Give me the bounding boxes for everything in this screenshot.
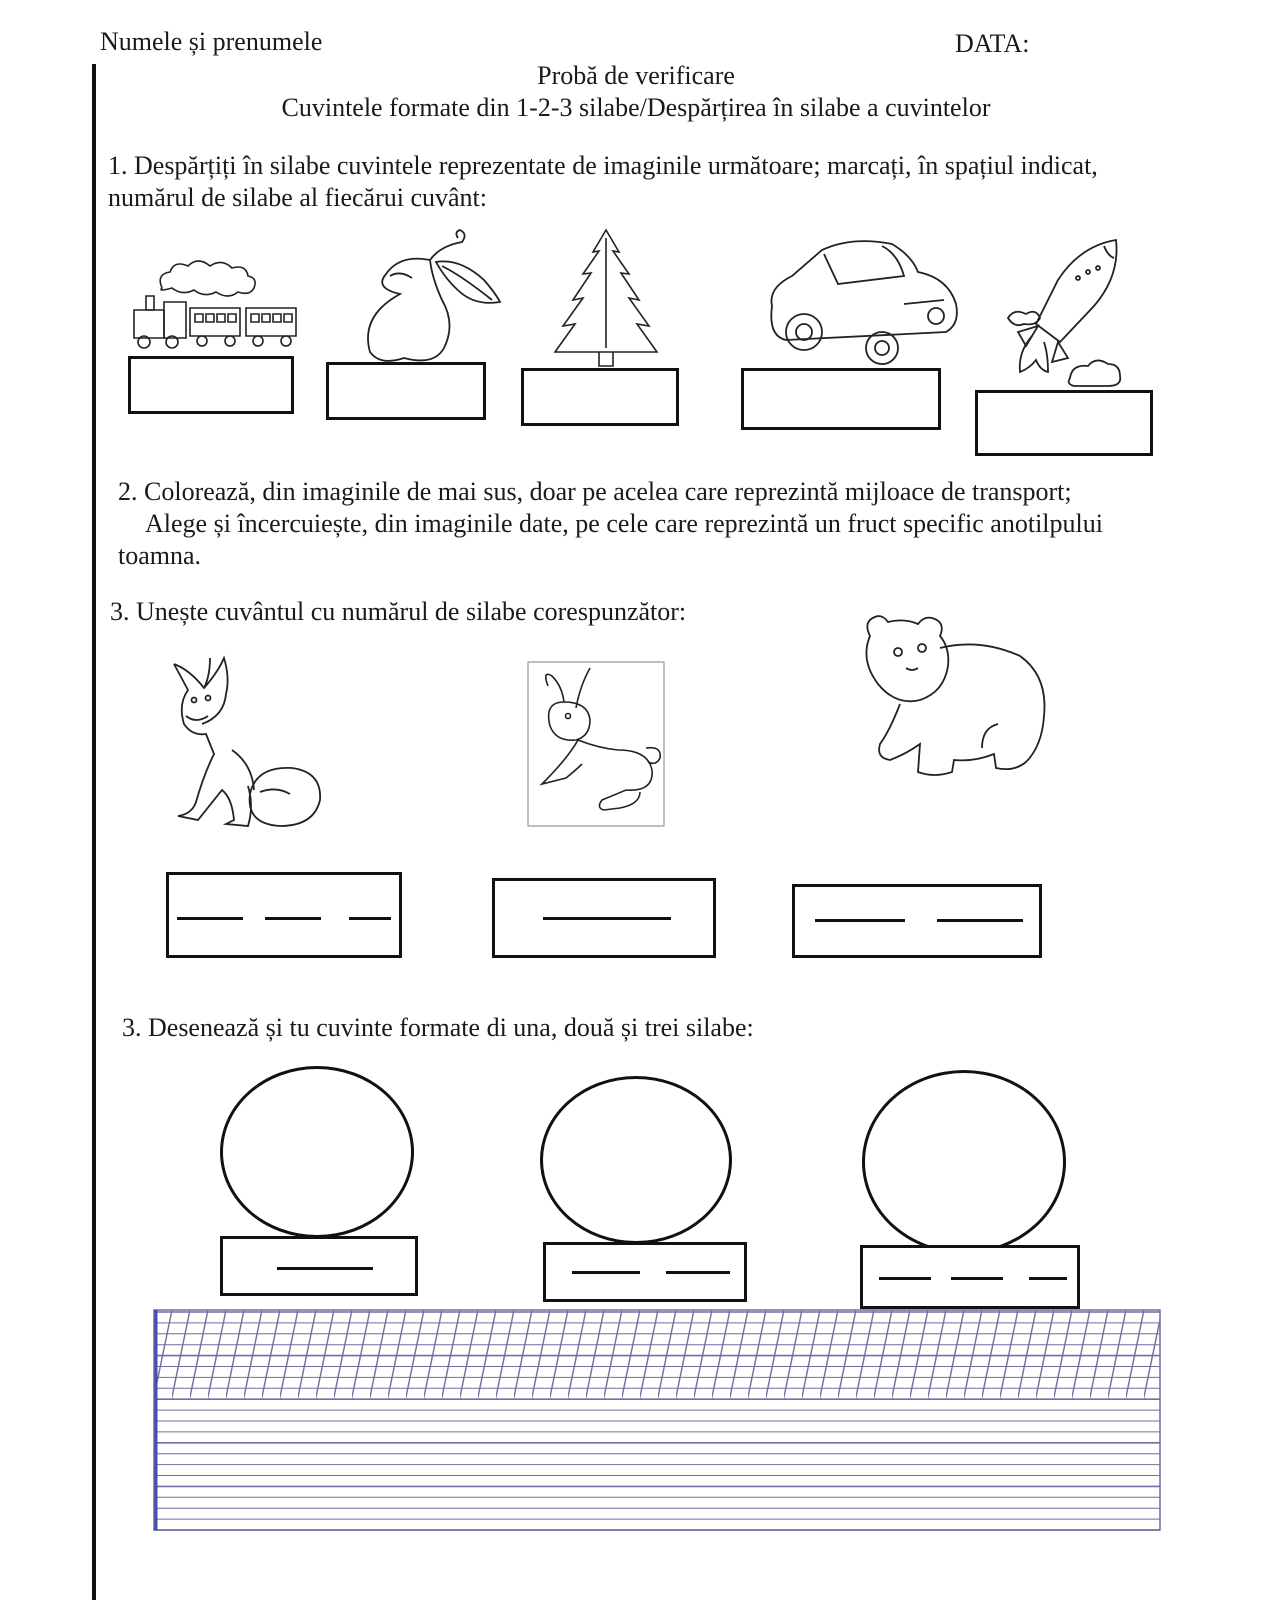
- rabbit-illustration: [528, 662, 666, 828]
- syllable-dash: [937, 919, 1023, 922]
- date-label: DATA:: [955, 29, 1030, 58]
- syllable-card-bear[interactable]: [792, 884, 1042, 958]
- word-card-two-syllables[interactable]: [543, 1242, 747, 1302]
- margin-line: [92, 64, 96, 1600]
- bear-illustration: [862, 608, 1048, 778]
- exercise2-instruction-line3: toamna.: [118, 541, 202, 570]
- syllable-dash: [277, 1267, 373, 1270]
- syllable-box-car[interactable]: [741, 368, 941, 430]
- syllable-dash: [265, 917, 321, 920]
- syllable-box-train[interactable]: [128, 356, 294, 414]
- syllable-box-tree[interactable]: [521, 368, 679, 426]
- exercise4-instruction: 3. Desenează și tu cuvinte formate di una, două și trei silabe:: [122, 1013, 754, 1042]
- syllable-dash: [951, 1277, 1003, 1280]
- syllable-card-fox[interactable]: [166, 872, 402, 958]
- fox-illustration: [160, 654, 326, 830]
- syllable-dash: [177, 917, 243, 920]
- car-illustration: [764, 240, 960, 368]
- word-card-three-syllables[interactable]: [860, 1245, 1080, 1309]
- name-label: Numele și prenumele: [100, 27, 323, 56]
- rocket-illustration: [1004, 238, 1134, 388]
- drawing-circle-two-syllables[interactable]: [540, 1076, 732, 1244]
- syllable-box-pear[interactable]: [326, 362, 486, 420]
- syllable-dash: [543, 917, 671, 920]
- syllable-dash: [879, 1277, 931, 1280]
- train-illustration: [132, 248, 312, 353]
- fir-tree-illustration: [551, 228, 661, 368]
- exercise2-instruction-line1: 2. Colorează, din imaginile de mai sus, doar pe acelea care reprezintă mijloace de transport;: [118, 477, 1072, 506]
- exercise2-instruction-line2: Alege și încercuiește, din imaginile date, pe cele care reprezintă un fruct specific anotilpului: [145, 509, 1103, 538]
- syllable-dash: [1029, 1277, 1067, 1280]
- syllable-dash: [572, 1271, 640, 1274]
- ruled-writing-paper[interactable]: [154, 1310, 1162, 1532]
- page-title: Probă de verificare: [537, 61, 735, 90]
- exercise1-instruction-line1: 1. Despărțiți în silabe cuvintele reprezentate de imaginile următoare; marcați, în spațiul indicat,: [108, 151, 1098, 180]
- drawing-circle-three-syllables[interactable]: [862, 1070, 1066, 1254]
- syllable-box-rocket[interactable]: [975, 390, 1153, 456]
- syllable-dash: [815, 919, 905, 922]
- syllable-card-rabbit[interactable]: [492, 878, 716, 958]
- exercise3-instruction: 3. Unește cuvântul cu numărul de silabe corespunzător:: [110, 597, 687, 626]
- exercise1-instruction-line2: numărul de silabe al fiecărui cuvânt:: [108, 183, 488, 212]
- word-card-one-syllable[interactable]: [220, 1236, 418, 1296]
- page-subtitle: Cuvintele formate din 1-2-3 silabe/Despărțirea în silabe a cuvintelor: [281, 93, 991, 122]
- syllable-dash: [349, 917, 391, 920]
- pear-illustration: [366, 228, 504, 358]
- syllable-dash: [666, 1271, 730, 1274]
- drawing-circle-one-syllable[interactable]: [220, 1066, 414, 1238]
